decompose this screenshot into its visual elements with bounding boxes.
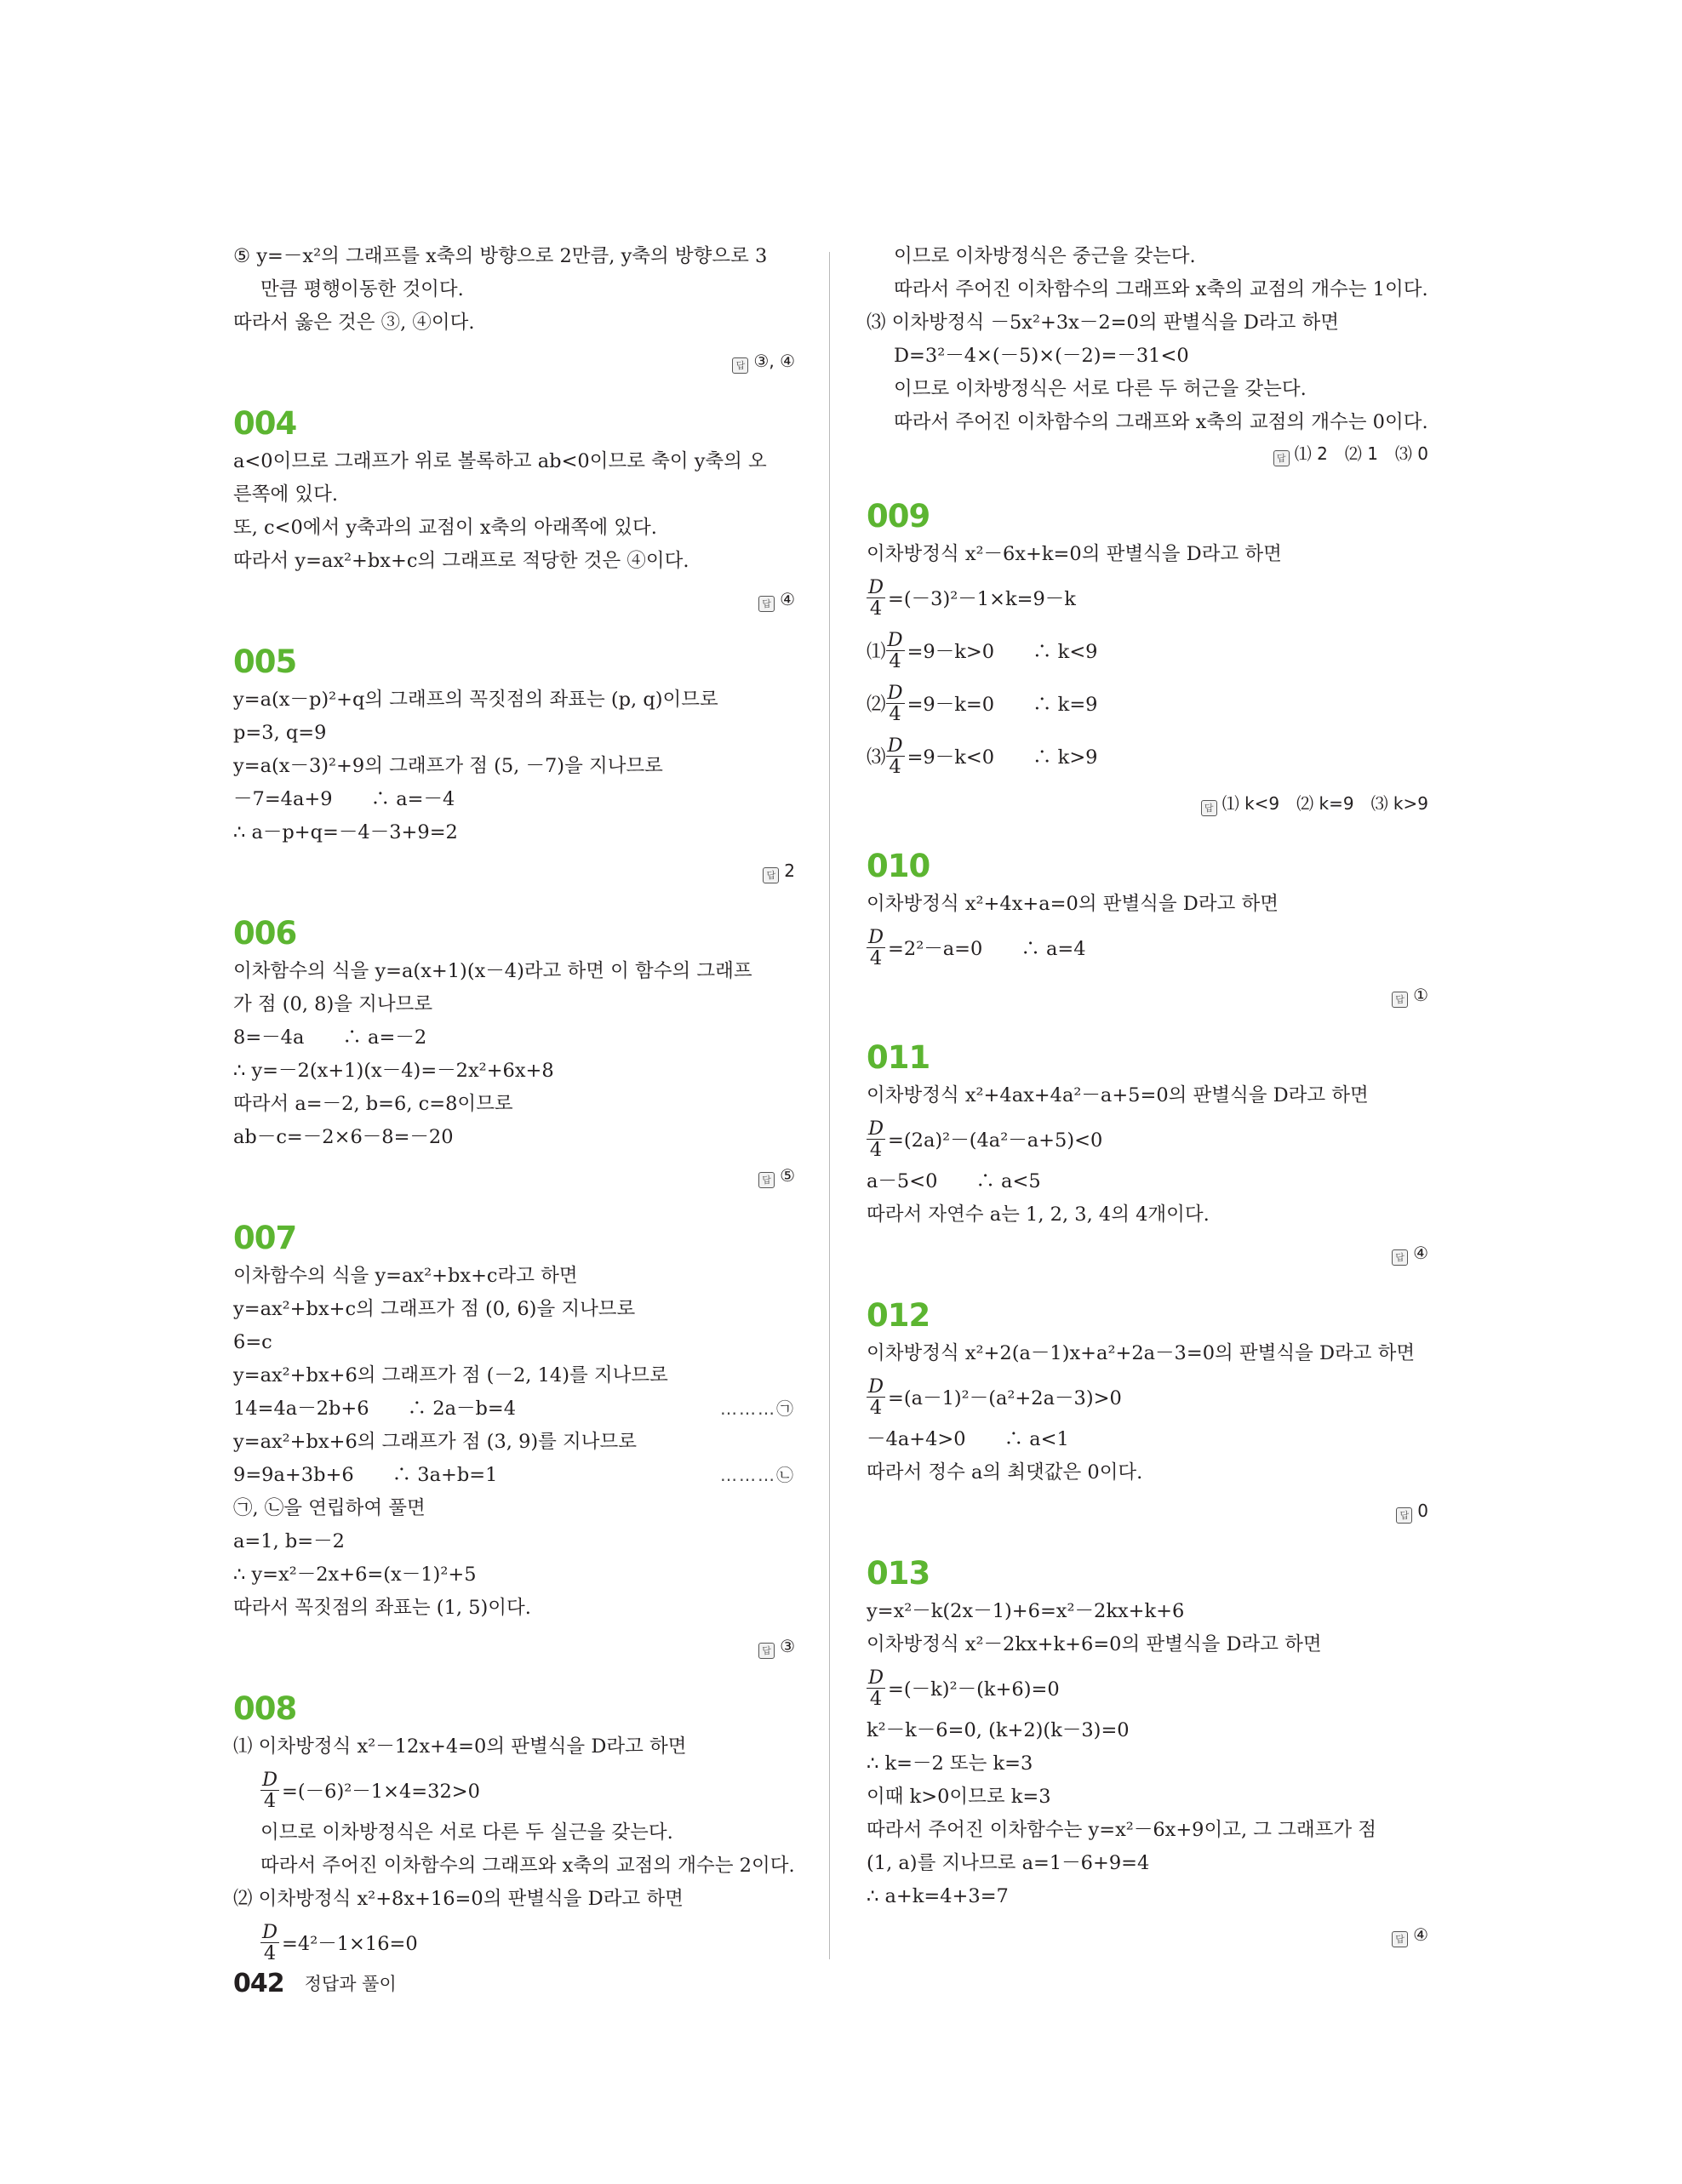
fraction-equation (867, 729, 1428, 782)
text-line: ⑵ 이차방정식 x²+8x+16=0의 판별식을 D라고 하면 (233, 1888, 684, 1910)
item-prefix: ⑶ (867, 746, 886, 769)
fraction-equation (867, 1112, 1428, 1165)
answer-line (867, 1920, 1428, 1949)
answer-icon: 답 (732, 357, 748, 374)
problem-004 (233, 404, 795, 614)
fraction-denominator: 4 (889, 702, 901, 725)
answer-icon: 답 (1396, 1507, 1412, 1524)
text-line: 따라서 정수 a의 최댓값은 0이다. (867, 1461, 1143, 1484)
fraction-denominator: 4 (889, 755, 901, 778)
text-line: ∴ y=－2(x+1)(x－4)=－2x²+6x+8 (233, 1060, 554, 1082)
problem-number: 007 (233, 1220, 297, 1256)
fraction-numerator: D (262, 1768, 278, 1791)
answer-value: ⑤ (780, 1165, 795, 1186)
problem-number: 009 (867, 498, 930, 535)
fraction-denominator: 4 (263, 1789, 277, 1812)
fraction-denominator: 4 (869, 1687, 883, 1710)
column-divider (829, 252, 830, 1959)
answer-icon: 답 (1392, 992, 1408, 1008)
text-line: 또, c<0에서 y축과의 교점이 x축의 아래쪽에 있다. (233, 517, 657, 539)
answer-line (867, 1496, 1428, 1525)
text-line: 따라서 a=－2, b=6, c=8이므로 (233, 1093, 513, 1115)
fraction (867, 1667, 885, 1709)
text-line: ∴ y=x²－2x+6=(x－1)²+5 (233, 1564, 477, 1586)
problem-008-continued (867, 240, 1428, 468)
fraction-equation (867, 624, 1428, 677)
text-line: ∴ a+k=4+3=7 (867, 1885, 1009, 1907)
problem-009 (867, 497, 1428, 818)
text-line: 이므로 이차방정식은 서로 다른 두 허근을 갖는다. (894, 378, 1307, 400)
text-line: p=3, q=9 (233, 722, 327, 744)
answer-icon: 답 (758, 596, 775, 612)
equation-rest: =(－6)²－1×4=32>0 (282, 1781, 480, 1803)
equation-rest: =(a－1)²－(a²+2a－3)>0 (888, 1387, 1122, 1409)
answer-value: 0 (1417, 1501, 1428, 1521)
equation-row (233, 1459, 795, 1492)
fraction-equation (233, 1764, 795, 1816)
text-line: 따라서 주어진 이차함수는 y=x²－6x+9이고, 그 그래프가 점 (867, 1819, 1376, 1841)
problem-number: 008 (233, 1690, 297, 1727)
problem-number: 004 (233, 405, 297, 442)
fraction-numerator: D (868, 1666, 884, 1689)
fraction-denominator: 4 (869, 946, 883, 969)
equation: 14=4a－2b+6 ∴ 2a－b=4 (233, 1398, 517, 1420)
text-line: 따라서 주어진 이차함수의 그래프와 x축의 교점의 개수는 1이다. (894, 278, 1428, 300)
fraction-numerator: D (868, 1117, 884, 1140)
problem-number: 013 (867, 1555, 930, 1592)
text-line: 이차방정식 x²－6x+k=0의 판별식을 D라고 하면 (867, 543, 1282, 565)
text-line: 따라서 자연수 a는 1, 2, 3, 4의 4개이다. (867, 1203, 1210, 1226)
problem-number: 006 (233, 915, 297, 952)
answer-icon: 답 (1273, 450, 1290, 466)
fraction-numerator: D (887, 628, 903, 651)
text-line: 이므로 이차방정식은 서로 다른 두 실근을 갖는다. (260, 1821, 673, 1844)
fraction-equation (867, 1370, 1428, 1423)
equation-rest: =2²－a=0 ∴ a=4 (888, 938, 1086, 960)
text-line: －7=4a+9 ∴ a=－4 (233, 788, 455, 810)
fraction-denominator: 4 (889, 649, 901, 672)
equation-row (233, 1392, 795, 1426)
text-line: a<0이므로 그래프가 위로 볼록하고 ab<0이므로 축이 y축의 오 (233, 450, 767, 472)
answer-line (867, 1238, 1428, 1267)
answer-value: ④ (780, 589, 795, 609)
text-line: 6=c (233, 1331, 272, 1353)
text-line: y=a(x－3)²+9의 그래프가 점 (5, －7)을 지나므로 (233, 755, 663, 777)
intro-block (233, 240, 795, 375)
fraction-denominator: 4 (869, 1396, 883, 1419)
answer-icon: 답 (758, 1172, 775, 1188)
answer-icon: 답 (1201, 800, 1217, 816)
text-line: 따라서 주어진 이차함수의 그래프와 x축의 교점의 개수는 2이다. (260, 1855, 795, 1877)
equation-rest: =(2a)²－(4a²－a+5)<0 (888, 1129, 1103, 1152)
answer-value: ① (1413, 985, 1428, 1005)
problem-number: 010 (867, 848, 930, 884)
fraction (886, 630, 905, 672)
equation-rest: =9－k=0 ∴ k=9 (907, 694, 1098, 716)
equation-marker: ………㉠ (720, 1398, 795, 1419)
answer-value: ④ (1413, 1924, 1428, 1945)
answer-line (233, 346, 795, 375)
problem-006 (233, 914, 795, 1190)
equation-rest: =4²－1×16=0 (282, 1933, 418, 1955)
text-line: 따라서 옳은 것은 ③, ④이다. (233, 312, 475, 334)
answer-line (233, 585, 795, 614)
fraction-numerator: D (262, 1920, 278, 1943)
text-line: ∴ a－p+q=－4－3+9=2 (233, 821, 458, 843)
text-line: 이차방정식 x²+2(a－1)x+a²+2a－3=0의 판별식을 D라고 하면 (867, 1342, 1416, 1364)
answer-line (867, 981, 1428, 1009)
text-line: y=ax²+bx+6의 그래프가 점 (3, 9)를 지나므로 (233, 1431, 637, 1453)
equation-rest: =9－k>0 ∴ k<9 (907, 641, 1098, 663)
fraction-denominator: 4 (869, 1138, 883, 1161)
answer-value: ⑴ 2 ⑵ 1 ⑶ 0 (1294, 443, 1428, 464)
fraction-equation (867, 921, 1428, 974)
problem-013 (867, 1554, 1428, 1949)
item-prefix: ⑵ (867, 694, 886, 716)
answer-line (867, 439, 1428, 468)
right-column (867, 240, 1428, 1949)
item-prefix: ⑴ (867, 641, 886, 663)
answer-icon: 답 (1392, 1249, 1408, 1266)
text-line: 따라서 주어진 이차함수의 그래프와 x축의 교점의 개수는 0이다. (894, 411, 1428, 433)
text-line: ab－c=－2×6－8=－20 (233, 1126, 454, 1148)
problem-011 (867, 1038, 1428, 1267)
fraction (260, 1769, 279, 1811)
problem-008 (233, 1689, 795, 1969)
problem-005 (233, 643, 795, 885)
fraction-numerator: D (868, 925, 884, 948)
problem-012 (867, 1296, 1428, 1525)
text-line: ⑤ y=－x²의 그래프를 x축의 방향으로 2만큼, y축의 방향으로 3 (233, 245, 768, 267)
equation: 9=9a+3b+6 ∴ 3a+b=1 (233, 1464, 498, 1486)
answer-line (867, 789, 1428, 818)
text-line: 이때 k>0이므로 k=3 (867, 1786, 1051, 1808)
answer-value: ④ (1413, 1243, 1428, 1263)
text-line: ⑴ 이차방정식 x²－12x+4=0의 판별식을 D라고 하면 (233, 1735, 687, 1758)
text-line: 이차함수의 식을 y=ax²+bx+c라고 하면 (233, 1265, 578, 1287)
page-footer (233, 1966, 397, 2000)
problem-number: 005 (233, 643, 297, 680)
answer-line (233, 1161, 795, 1190)
fraction-equation (867, 571, 1428, 624)
text-line: 이차함수의 식을 y=a(x+1)(x－4)라고 하면 이 함수의 그래프 (233, 960, 752, 982)
text-line: ㉠, ㉡을 연립하여 풀면 (233, 1497, 426, 1519)
text-line: 따라서 꼭짓점의 좌표는 (1, 5)이다. (233, 1597, 531, 1619)
fraction-denominator: 4 (263, 1941, 277, 1964)
fraction-equation (233, 1916, 795, 1969)
answer-value: 2 (784, 860, 795, 881)
text-line: D=3²－4×(－5)×(－2)=－31<0 (894, 345, 1189, 367)
answer-value: ③, ④ (753, 351, 795, 371)
answer-icon: 답 (758, 1643, 775, 1659)
text-line: ∴ k=－2 또는 k=3 (867, 1752, 1033, 1775)
fraction-numerator: D (868, 575, 884, 598)
answer-icon: 답 (763, 867, 779, 883)
fraction (260, 1922, 279, 1964)
fraction (867, 1118, 885, 1160)
problem-number: 011 (867, 1039, 930, 1076)
fraction (886, 735, 905, 777)
text-line: －4a+4>0 ∴ a<1 (867, 1428, 1069, 1450)
text-line: ⑶ 이차방정식 －5x²+3x－2=0의 판별식을 D라고 하면 (867, 312, 1339, 334)
text-line: a=1, b=－2 (233, 1530, 345, 1552)
fraction-denominator: 4 (869, 597, 883, 620)
problem-010 (867, 847, 1428, 1009)
text-line: 이므로 이차방정식은 중근을 갖는다. (894, 245, 1196, 267)
fraction (886, 683, 905, 724)
text-line: (1, a)를 지나므로 a=1－6+9=4 (867, 1852, 1150, 1874)
equation-rest: =(－3)²－1×k=9－k (888, 588, 1076, 610)
text-line: y=x²－k(2x－1)+6=x²－2kx+k+6 (867, 1600, 1185, 1622)
answer-line (233, 856, 795, 885)
equation-rest: =9－k<0 ∴ k>9 (907, 746, 1098, 769)
problem-number: 012 (867, 1297, 930, 1334)
text-line: 따라서 y=ax²+bx+c의 그래프로 적당한 것은 ④이다. (233, 550, 689, 572)
text-line: 이차방정식 x²+4ax+4a²－a+5=0의 판별식을 D라고 하면 (867, 1084, 1369, 1106)
fraction-numerator: D (868, 1375, 884, 1398)
answer-icon: 답 (1392, 1931, 1408, 1947)
fraction (867, 1376, 885, 1418)
problem-007 (233, 1219, 795, 1661)
text-line: 가 점 (0, 8)을 지나므로 (233, 993, 433, 1015)
fraction (867, 927, 885, 969)
text-line: 이차방정식 x²+4x+a=0의 판별식을 D라고 하면 (867, 893, 1279, 915)
fraction-equation (867, 677, 1428, 729)
text-line: 만큼 평행이동한 것이다. (260, 278, 464, 300)
text-line: y=a(x－p)²+q의 그래프의 꼭짓점의 좌표는 (p, q)이므로 (233, 689, 718, 711)
text-line: 이차방정식 x²－2kx+k+6=0의 판별식을 D라고 하면 (867, 1633, 1322, 1655)
page-number: 042 (233, 1968, 284, 1998)
text-line: y=ax²+bx+c의 그래프가 점 (0, 6)을 지나므로 (233, 1298, 636, 1320)
footer-label: 정답과 풀이 (304, 1974, 397, 1994)
text-line: 른쪽에 있다. (233, 483, 338, 506)
fraction-numerator: D (887, 681, 903, 704)
answer-line (233, 1632, 795, 1661)
answer-value: ⑴ k<9 ⑵ k=9 ⑶ k>9 (1221, 793, 1428, 814)
fraction-numerator: D (887, 734, 903, 757)
left-column (233, 240, 795, 1969)
text-line: k²－k－6=0, (k+2)(k－3)=0 (867, 1719, 1130, 1741)
text-line: a－5<0 ∴ a<5 (867, 1170, 1041, 1192)
answer-value: ③ (780, 1636, 795, 1656)
fraction (867, 577, 885, 619)
equation-rest: =(－k)²－(k+6)=0 (888, 1678, 1060, 1701)
fraction-equation (867, 1661, 1428, 1714)
text-line: y=ax²+bx+6의 그래프가 점 (－2, 14)를 지나므로 (233, 1364, 668, 1386)
text-line: 8=－4a ∴ a=－2 (233, 1026, 427, 1049)
equation-marker: ………㉡ (720, 1465, 795, 1485)
